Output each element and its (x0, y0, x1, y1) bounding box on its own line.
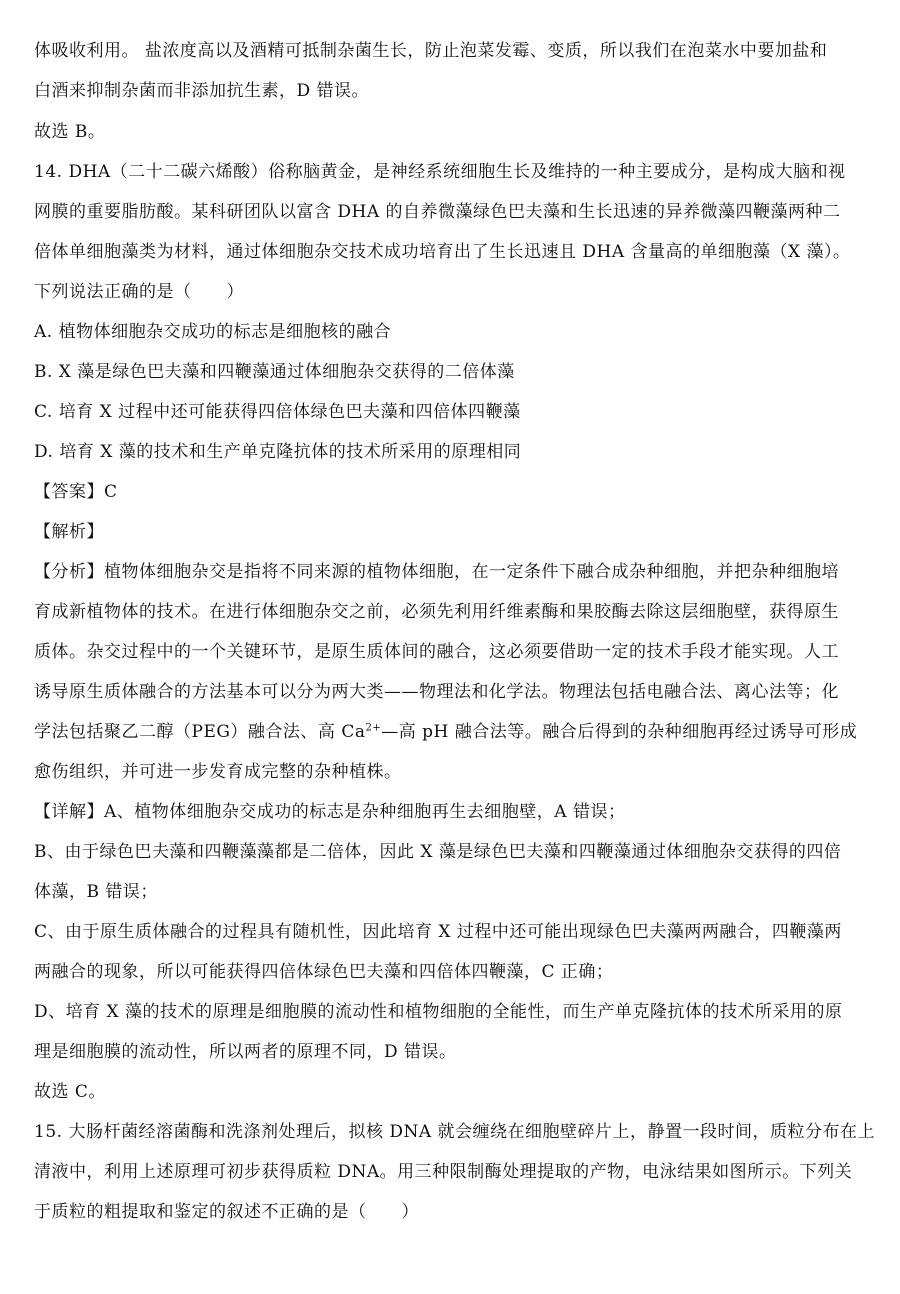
question-15-line-3: 于质粒的粗提取和鉴定的叙述不正确的是（ ） (34, 1202, 419, 1222)
detail-line-6: D、培育 X 藻的技术的原理是细胞膜的流动性和植物细胞的全能性，而生产单克隆抗体的技术所采用的原 (34, 1002, 843, 1022)
question-14-prompt: 下列说法正确的是（ ） (34, 282, 244, 302)
question-14-line-1: 14. DHA（二十二碳六烯酸）俗称脑黄金，是神经系统细胞生长及维持的一种主要成分，是构成大脑和视 (34, 162, 846, 182)
detail-line-7: 理是细胞膜的流动性，所以两者的原理不同，D 错误。 (34, 1042, 457, 1062)
option-a: A. 植物体细胞杂交成功的标志是细胞核的融合 (34, 322, 392, 342)
question-14-line-2: 网膜的重要脂肪酸。某科研团队以富含 DHA 的自养微藻绿色巴夫藻和生长迅速的异养微藻四鞭藻两种二 (34, 202, 841, 222)
detail-line-3: 体藻，B 错误； (34, 882, 158, 902)
option-d: D. 培育 X 藻的技术和生产单克隆抗体的技术所采用的原理相同 (34, 442, 522, 462)
detail-line-2: B、由于绿色巴夫藻和四鞭藻藻都是二倍体，因此 X 藻是绿色巴夫藻和四鞭藻通过体细胞杂交获得的四倍 (34, 842, 842, 862)
analysis-line-5 (34, 719, 857, 745)
analysis-line-1: 【分析】植物体细胞杂交是指将不同来源的植物体细胞，在一定条件下融合成杂种细胞，并把杂种细胞培 (34, 562, 839, 582)
analysis-line-6: 愈伤组织，并可进一步发育成完整的杂种植株。 (34, 762, 402, 782)
text-line-2: 白酒来抑制杂菌而非添加抗生素，D 错误。 (34, 81, 370, 101)
analysis-line-4: 诱导原生质体融合的方法基本可以分为两大类——物理法和化学法。物理法包括电融合法、离心法等；化 (34, 682, 839, 702)
analysis-line-5-part-1: 学法包括聚乙二醇（PEG）融合法、高 Ca (34, 722, 366, 742)
analysis-heading: 【解析】 (34, 522, 104, 542)
question-15-line-1: 15. 大肠杆菌经溶菌酶和洗涤剂处理后，拟核 DNA 就会缠绕在细胞壁碎片上，静置一段时间，质粒分布在上 (34, 1122, 876, 1142)
text-line-3: 故选 B。 (34, 122, 106, 142)
text-line-1: 体吸收利用。 盐浓度高以及酒精可抵制杂菌生长，防止泡菜发霉、变质，所以我们在泡菜水中要加盐和 (34, 41, 828, 61)
analysis-line-3: 质体。杂交过程中的一个关键环节，是原生质体间的融合，这必须要借助一定的技术手段才能实现。人工 (34, 642, 839, 662)
option-b: B. X 藻是绿色巴夫藻和四鞭藻通过体细胞杂交获得的二倍体藻 (34, 362, 515, 382)
question-15-line-2: 清液中，利用上述原理可初步获得质粒 DNA。用三种限制酶处理提取的产物，电泳结果如图所示。下列关 (34, 1162, 853, 1182)
analysis-line-2: 育成新植物体的技术。在进行体细胞杂交之前，必须先利用纤维素酶和果胶酶去除这层细胞壁，获得原生 (34, 602, 839, 622)
detail-line-5: 两融合的现象，所以可能获得四倍体绿色巴夫藻和四倍体四鞭藻，C 正确； (34, 962, 614, 982)
detail-line-4: C、由于原生质体融合的过程具有随机性，因此培育 X 过程中还可能出现绿色巴夫藻两两融合，四鞭藻两 (34, 922, 842, 942)
analysis-line-5-part-2: —高 pH 融合法等。融合后得到的杂种细胞再经过诱导可形成 (381, 722, 858, 742)
option-c: C. 培育 X 过程中还可能获得四倍体绿色巴夫藻和四倍体四鞭藻 (34, 402, 521, 422)
detail-line-1: 【详解】A、植物体细胞杂交成功的标志是杂种细胞再生去细胞壁，A 错误； (34, 802, 626, 822)
choice-line: 故选 C。 (34, 1082, 106, 1102)
question-14-line-3: 倍体单细胞藻类为材料，通过体细胞杂交技术成功培育出了生长迅速且 DHA 含量高的单细胞藻（X 藻）。 (34, 242, 851, 262)
answer-line: 【答案】C (34, 482, 118, 502)
calcium-charge-superscript: 2+ (365, 722, 382, 734)
